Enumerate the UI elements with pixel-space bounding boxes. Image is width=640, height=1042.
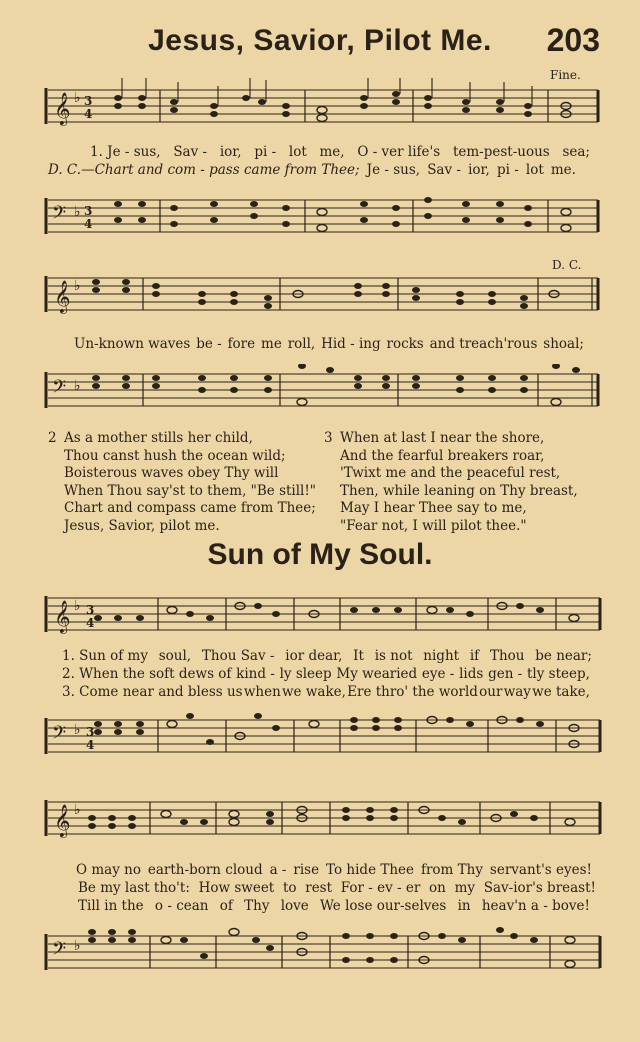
fine-mark: Fine.: [550, 68, 581, 82]
lyric-syllable: ior,: [219, 144, 242, 160]
lyric-syllable: rise: [293, 862, 320, 878]
svg-text:♭: ♭: [74, 598, 81, 614]
staff-h2-s2-bass: [0, 926, 640, 986]
svg-text:𝄢: 𝄢: [52, 723, 67, 748]
lyric-syllable: My wearied: [336, 666, 418, 682]
svg-text:4: 4: [84, 217, 93, 231]
svg-text:𝄞: 𝄞: [54, 804, 71, 837]
svg-text:3: 3: [86, 603, 95, 617]
lyric-syllable: 2. When the soft dews of: [62, 666, 232, 682]
lyric-syllable: It: [353, 648, 364, 664]
svg-text:𝄢: 𝄢: [52, 203, 67, 228]
verse-3: [324, 430, 578, 535]
lyric-syllable: we wake,: [282, 684, 346, 700]
svg-text:4: 4: [84, 107, 93, 121]
lyric-syllable: my: [454, 880, 476, 896]
lyric-syllable: we take,: [532, 684, 590, 700]
lyric-syllable: We lose our-selves: [320, 898, 447, 914]
svg-text:♭: ♭: [74, 378, 81, 394]
verse-line: And the fearful breakers roar,: [340, 447, 545, 464]
lyric-syllable: Sav -: [427, 162, 461, 178]
lyric-syllable: sea;: [562, 144, 590, 160]
lyric-syllable: heav'n a - bove!: [481, 898, 590, 914]
lyric-syllable: lids: [459, 666, 484, 682]
lyric-syllable: our: [479, 684, 503, 700]
svg-text:♭: ♭: [74, 722, 81, 738]
lyrics-h2-l1-v3: [62, 686, 590, 700]
lyrics-h2-l2-v2: [78, 882, 596, 896]
lyric-syllable: O - ver life's: [357, 144, 441, 160]
page-number: 203: [546, 22, 600, 58]
lyric-syllable: to: [282, 880, 297, 896]
verse-2: [48, 430, 317, 535]
lyric-syllable: soul,: [158, 648, 192, 664]
verse-number: 2: [48, 430, 57, 446]
verse-line: As a mother stills her child,: [64, 430, 253, 446]
lyric-syllable: 1. Je - sus,: [90, 144, 161, 160]
lyric-syllable: in: [457, 898, 471, 914]
verse-line: When Thou say'st to them, "Be still!": [64, 482, 317, 499]
lyric-syllable: a -: [269, 862, 287, 878]
lyric-syllable: Hid - ing: [321, 336, 381, 352]
lyric-syllable: ior dear,: [285, 648, 343, 664]
verse-line: May I hear Thee say to me,: [340, 500, 527, 516]
verse-line: "Fear not, I will pilot thee.": [340, 517, 527, 534]
lyric-syllable: and treach'rous: [429, 336, 538, 352]
lyric-syllable: night: [423, 648, 460, 664]
svg-text:4: 4: [86, 738, 95, 752]
lyric-syllable: way: [503, 684, 531, 700]
lyric-syllable: when: [243, 684, 281, 700]
verse-line: Jesus, Savior, pilot me.: [64, 517, 220, 534]
lyric-syllable: 3. Come near and bless us: [62, 684, 243, 700]
lyric-syllable: For - ev - er: [340, 880, 421, 896]
lyric-syllable: tly steep,: [526, 666, 590, 682]
svg-text:𝄢: 𝄢: [52, 377, 67, 402]
lyric-syllable: be near;: [535, 648, 592, 664]
svg-text:3: 3: [84, 204, 93, 218]
staff-h1-s2-treble: [0, 266, 640, 326]
lyric-syllable: ly sleep: [279, 666, 332, 682]
lyric-syllable: me.: [550, 162, 576, 178]
lyric-syllable: from Thy: [420, 862, 483, 878]
lyric-syllable: How sweet: [198, 880, 275, 896]
lyric-syllable: O may no: [76, 862, 141, 878]
lyric-syllable: Sav-ior's breast!: [483, 880, 596, 896]
lyric-syllable: on: [429, 880, 446, 896]
staff-h2-s2-treble: [0, 794, 640, 850]
svg-text:𝄞: 𝄞: [54, 280, 71, 313]
lyrics-h2-l1-v1: [62, 650, 592, 664]
lyric-syllable: Be my last tho't:: [78, 880, 190, 896]
lyric-syllable: if: [469, 648, 480, 664]
lyric-syllable: Till in the: [78, 898, 144, 914]
lyric-syllable: lot: [525, 162, 544, 178]
lyric-syllable: pi -: [496, 162, 519, 178]
verse-line: 'Twixt me and the peaceful rest,: [340, 465, 561, 481]
lyric-syllable: me: [261, 336, 282, 352]
lyrics-h2-l1-v2: [62, 668, 590, 682]
dc-mark: D. C.: [552, 258, 582, 272]
verse-number: 3: [324, 430, 333, 446]
svg-text:♭: ♭: [74, 802, 81, 818]
svg-text:3: 3: [86, 725, 95, 739]
verse-line: When at last I near the shore,: [340, 430, 545, 446]
lyric-syllable: rest: [305, 880, 333, 896]
lyrics-h1-l1-verse1: [90, 146, 590, 160]
lyric-syllable: servant's eyes!: [489, 862, 592, 878]
verse-line: Thou canst hush the ocean wild;: [64, 447, 286, 464]
lyric-syllable: ior,: [468, 162, 490, 178]
lyric-syllable: pi -: [254, 144, 277, 160]
lyrics-h1-l2: [74, 338, 584, 352]
lyric-syllable: Thy: [244, 898, 270, 914]
lyric-syllable: earth-born cloud: [147, 862, 263, 878]
lyric-syllable: rocks: [386, 336, 424, 352]
lyric-syllable: is not: [374, 648, 413, 664]
svg-text:𝄞: 𝄞: [54, 600, 71, 633]
lyric-syllable: tem-pest-uous: [452, 144, 550, 160]
hymn-title-sun-of-my-soul: Sun of My Soul.: [207, 538, 433, 571]
lyric-syllable: To hide Thee: [326, 862, 415, 878]
verse-line: Boisterous waves obey Thy will: [64, 465, 279, 481]
lyric-syllable: be -: [196, 336, 222, 352]
lyric-syllable: eye -: [421, 666, 455, 682]
lyric-syllable: shoal;: [543, 336, 584, 352]
lyric-syllable: D. C.—Chart and com - pass came from Thee;: [48, 162, 360, 178]
staff-h1-s1-treble: [0, 78, 640, 138]
lyric-syllable: Thou: [489, 648, 525, 664]
lyric-syllable: o - cean: [154, 898, 209, 914]
verse-line: Chart and compass came from Thee;: [64, 500, 316, 516]
svg-text:4: 4: [86, 616, 95, 630]
svg-text:♭: ♭: [74, 278, 81, 294]
svg-text:♭: ♭: [74, 938, 81, 954]
staff-h1-s1-bass: [0, 190, 640, 250]
lyrics-h1-l1-dc: [48, 164, 576, 178]
staff-h2-s1-bass: [0, 712, 640, 768]
lyrics-h2-l2-v1: [76, 864, 592, 878]
lyric-syllable: of: [219, 898, 233, 914]
lyric-syllable: Un-known waves: [74, 336, 191, 352]
lyric-syllable: fore: [227, 336, 256, 352]
svg-text:3: 3: [84, 94, 93, 108]
lyrics-h2-l2-v3: [78, 900, 590, 914]
staff-h2-s1-treble: [0, 590, 640, 646]
staff-h1-s2-bass: [0, 364, 640, 424]
lyric-syllable: Je - sus,: [366, 162, 421, 178]
verse-line: Then, while leaning on Thy breast,: [340, 482, 578, 499]
lyric-syllable: 1. Sun of my: [62, 648, 148, 664]
lyric-syllable: lot: [288, 144, 307, 160]
lyric-syllable: kind -: [236, 666, 275, 682]
lyric-syllable: Sav -: [173, 144, 208, 160]
lyric-syllable: Thou Sav -: [201, 648, 275, 664]
svg-text:♭: ♭: [74, 90, 81, 106]
lyric-syllable: gen -: [488, 666, 523, 682]
svg-text:𝄢: 𝄢: [52, 939, 67, 964]
svg-text:𝄞: 𝄞: [54, 92, 71, 125]
lyric-syllable: roll,: [287, 336, 316, 352]
svg-text:♭: ♭: [74, 204, 81, 220]
lyric-syllable: love: [280, 898, 309, 914]
hymn-title-jesus-savior: Jesus, Savior, Pilot Me.: [148, 24, 492, 57]
lyric-syllable: me,: [319, 144, 345, 160]
lyric-syllable: Ere thro' the world: [347, 684, 478, 700]
